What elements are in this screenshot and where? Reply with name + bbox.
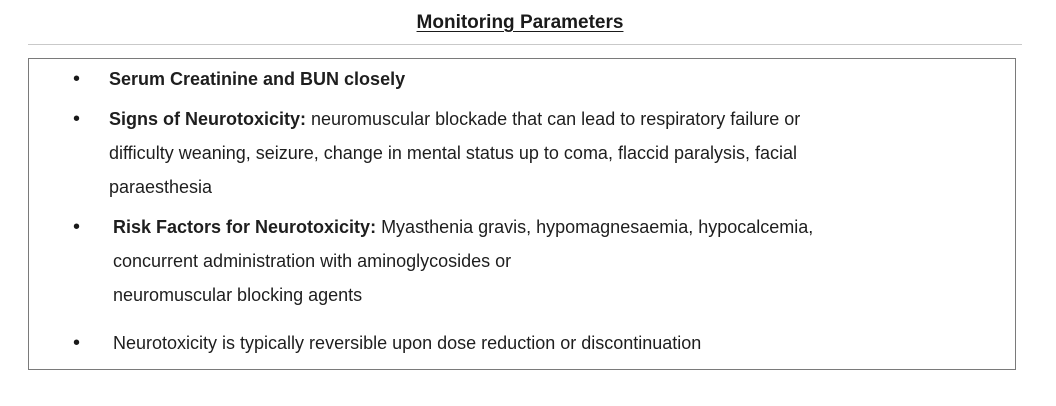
list-item-text bbox=[109, 102, 989, 204]
list-item-lead: Signs of Neurotoxicity: bbox=[109, 109, 307, 129]
bullet-icon: • bbox=[73, 108, 81, 130]
monitoring-parameters-box bbox=[28, 58, 1016, 370]
bullet-icon: • bbox=[73, 68, 81, 90]
list-item-line: difficulty weaning, seizure, change in mental status up to coma, flaccid paralysis, facial bbox=[109, 143, 798, 163]
page-title: Monitoring Parameters bbox=[416, 12, 624, 33]
bullet-icon: • bbox=[73, 216, 81, 238]
bullet-icon: • bbox=[73, 332, 81, 354]
list-item-body: Myasthenia gravis, hypomagnesaemia, hypocalcemia, bbox=[376, 217, 814, 237]
list-item-text bbox=[113, 210, 993, 312]
list-item-body: neuromuscular blockade that can lead to respiratory failure or bbox=[306, 109, 801, 129]
list-item-lead: Risk Factors for Neurotoxicity: bbox=[113, 217, 377, 237]
list-item-line bbox=[109, 62, 989, 96]
list-item-line: Neurotoxicity is typically reversible upon dose reduction or discontinuation bbox=[113, 333, 702, 353]
list-item-line: concurrent administration with aminoglycosides or bbox=[113, 251, 512, 271]
list-item-line bbox=[113, 210, 993, 244]
header-divider bbox=[28, 44, 1022, 45]
list-item-lead: Serum Creatinine and BUN closely bbox=[109, 69, 406, 89]
list-item-text bbox=[113, 326, 993, 360]
list-item-text bbox=[109, 62, 989, 96]
list-item-line: paraesthesia bbox=[109, 177, 213, 197]
list-item-line bbox=[109, 102, 989, 136]
list-item-line: neuromuscular blocking agents bbox=[113, 285, 363, 305]
